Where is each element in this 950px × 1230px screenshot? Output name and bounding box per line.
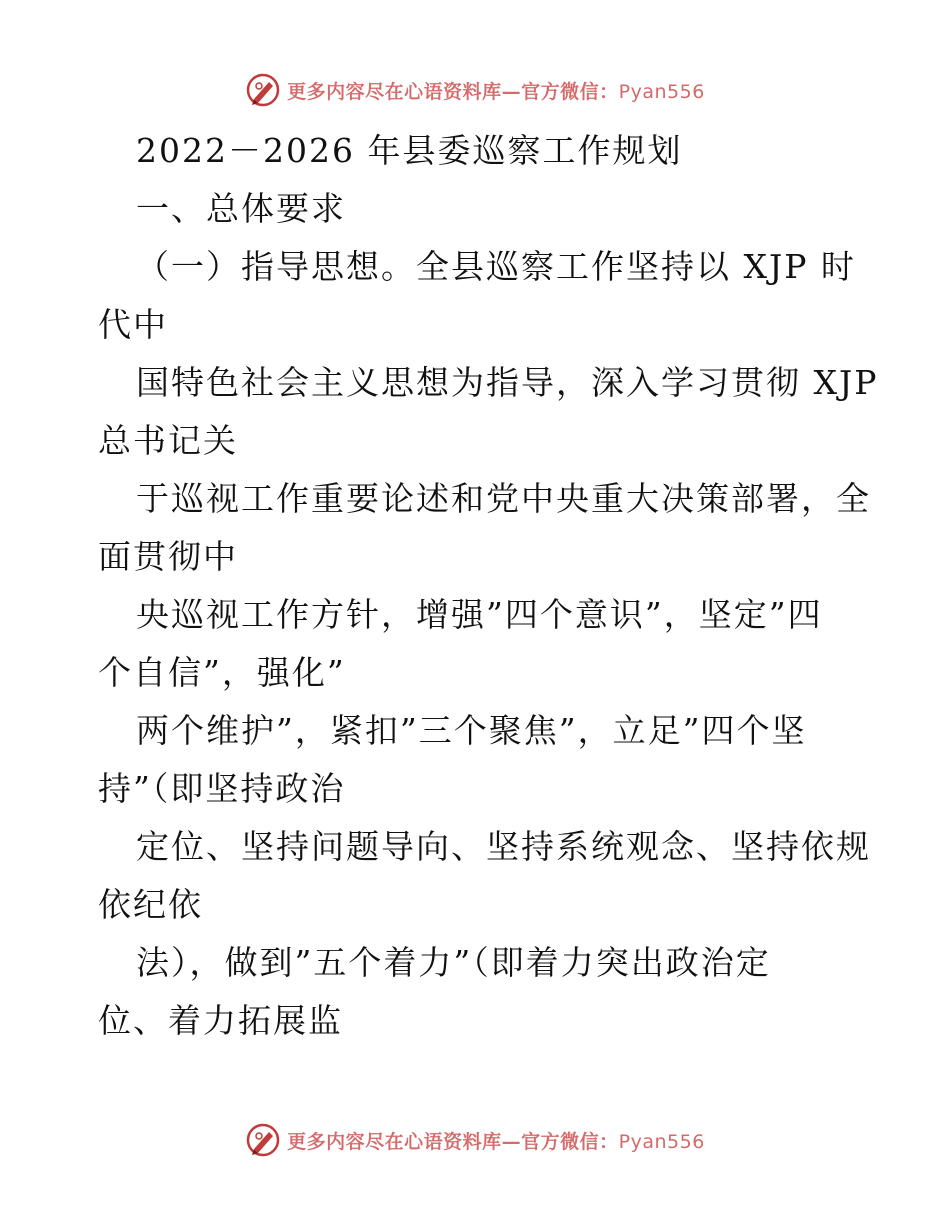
text-line: 持”（即坚持政治 [98, 769, 346, 808]
text-line: 代中 [98, 305, 168, 344]
text-line: 一、总体要求 [136, 189, 346, 228]
text-line: 定位、坚持问题导向、坚持系统观念、坚持依规 [136, 827, 871, 866]
document-body [98, 122, 879, 1050]
text-line: 两个维护”，紧扣”三个聚焦”，立足”四个坚 [136, 711, 807, 750]
header-watermark-group [245, 72, 705, 108]
text-line: 依纪依 [98, 885, 203, 924]
text-line: 国特色社会主义思想为指导，深入学习贯彻 XJP [136, 363, 879, 402]
document-title: 2022－2026 年县委巡察工作规划 [136, 131, 683, 170]
text-line: 于巡视工作重要论述和党中央重大决策部署，全 [136, 479, 871, 518]
header-watermark [0, 70, 950, 110]
footer-watermark [0, 1120, 950, 1160]
text-line: 总书记关 [98, 421, 238, 460]
text-line: 个自信”，强化” [98, 653, 346, 692]
pen-logo-icon [245, 1122, 281, 1158]
text-line: 法），做到”五个着力”（即着力突出政治定 [136, 943, 771, 982]
pen-logo-icon [245, 72, 281, 108]
text-line: （一）指导思想。全县巡察工作坚持以 XJP 时 [136, 247, 856, 286]
text-line: 位、着力拓展监 [98, 1001, 343, 1040]
text-line: 央巡视工作方针，增强”四个意识”，坚定”四 [136, 595, 823, 634]
footer-watermark-group [245, 1122, 705, 1158]
watermark-text: 更多内容尽在心语资料库—官方微信：Pyan556 [287, 1130, 705, 1153]
text-line: 面贯彻中 [98, 537, 238, 576]
watermark-text: 更多内容尽在心语资料库—官方微信：Pyan556 [287, 80, 705, 103]
